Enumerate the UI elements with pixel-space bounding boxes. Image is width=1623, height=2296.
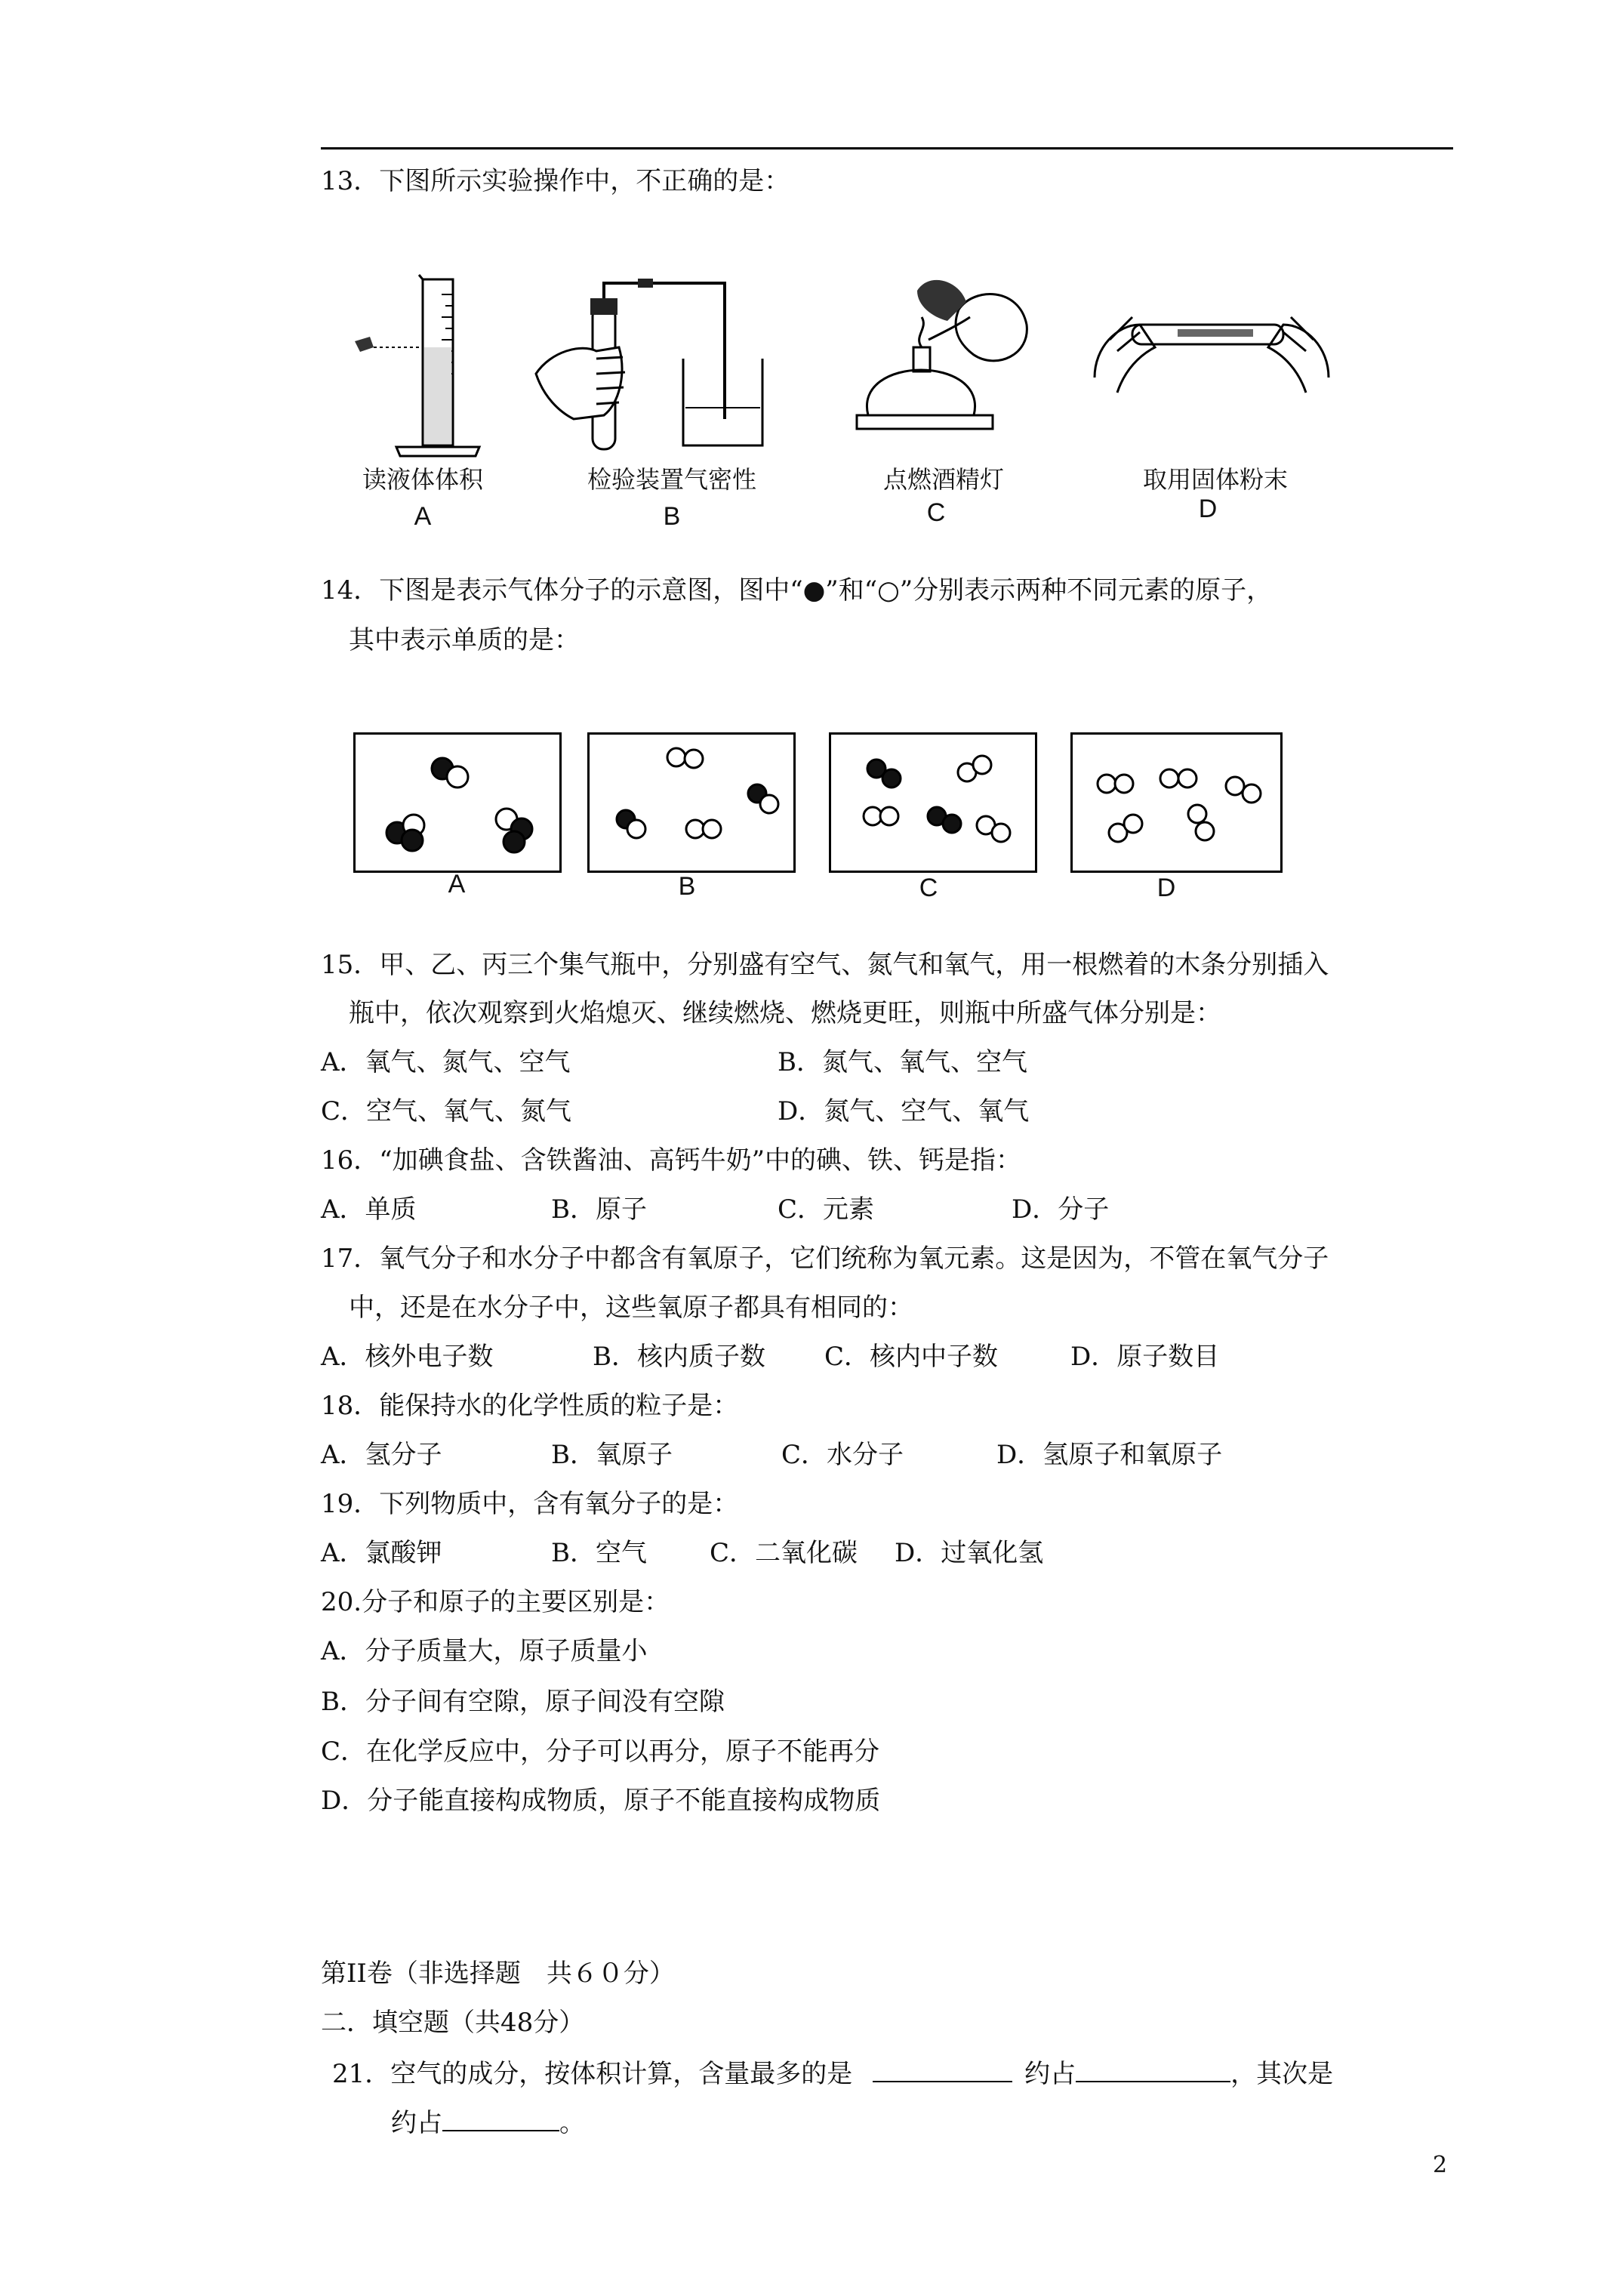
- q13-caption-c: 点燃酒精灯: [882, 465, 1004, 494]
- q20-option-d: D．分子能直接构成物质，原子不能直接构成物质: [321, 1786, 881, 1816]
- q20-stem: 20.分子和原子的主要区别是：: [321, 1587, 670, 1617]
- q14-box-b: [587, 732, 796, 873]
- q17-option-c: C．核内中子数: [824, 1342, 999, 1372]
- q19-option-b: B．空气: [551, 1538, 647, 1568]
- q13-caption-b: 检验装置气密性: [587, 465, 756, 494]
- q18-option-a: A．氢分子: [321, 1440, 442, 1470]
- q17-option-b: B．核内质子数: [593, 1342, 765, 1372]
- q13-figure-c: [845, 264, 1042, 461]
- q14-box-d: [1070, 732, 1283, 873]
- q15-option-c: C．空气、氧气、氮气: [321, 1096, 572, 1126]
- q21-line2: [391, 2104, 585, 2140]
- q13-caption-a: 读液体体积: [362, 465, 483, 494]
- q13-letter-c: C: [926, 498, 946, 527]
- q18-stem: 18．能保持水的化学性质的粒子是：: [321, 1391, 739, 1421]
- q13-stem: 13．下图所示实验操作中，不正确的是：: [321, 166, 790, 196]
- q21-line1: [332, 2055, 1333, 2091]
- q16-stem: 16．“加碘食盐、含铁酱油、高钙牛奶”中的碘、铁、钙是指：: [321, 1145, 1022, 1176]
- q21-text-4: 约占: [391, 2108, 442, 2138]
- q20-option-a: A．分子质量大，原子质量小: [321, 1636, 648, 1666]
- q16-option-a: A．单质: [321, 1194, 417, 1225]
- page-number: 2: [1433, 2152, 1448, 2178]
- q13-letter-a: A: [414, 502, 432, 531]
- q14-letter-d: D: [1156, 874, 1176, 902]
- q21-text-5: 。: [559, 2108, 585, 2138]
- q14-stem-line2: 其中表示单质的是：: [349, 625, 580, 655]
- q21-text-2: 约占: [1024, 2059, 1076, 2089]
- q14-stem-line1: 14．下图是表示气体分子的示意图，图中“●”和“○”分别表示两种不同元素的原子，: [321, 575, 1273, 606]
- q17-stem-line1: 17．氧气分子和水分子中都含有氧原子，它们统称为氧元素。这是因为，不管在氧气分子: [321, 1244, 1329, 1274]
- q21-text-1: 21．空气的成分，按体积计算，含量最多的是: [332, 2059, 853, 2089]
- q19-option-d: D．过氧化氢: [895, 1538, 1044, 1568]
- header-rule: [321, 147, 1453, 149]
- q15-option-a: A．氧气、氮气、空气: [321, 1047, 571, 1077]
- section2-title: 第II卷（非选择题 共６０分）: [321, 1959, 675, 1989]
- q21-blank-2[interactable]: [1076, 2055, 1230, 2082]
- q21-blank-1[interactable]: [873, 2055, 1012, 2082]
- q14-box-a: [353, 732, 562, 873]
- q13-letter-d: D: [1198, 495, 1218, 523]
- q17-option-d: D．原子数目: [1070, 1342, 1220, 1372]
- q19-option-a: A．氯酸钾: [321, 1538, 442, 1568]
- q16-option-b: B．原子: [551, 1194, 647, 1225]
- section2-part: 二．填空题（共48分）: [321, 2008, 585, 2038]
- q13-figure-a: [343, 272, 510, 461]
- q13-letter-b: B: [663, 502, 681, 531]
- q15-stem-line1: 15．甲、乙、丙三个集气瓶中，分别盛有空气、氮气和氧气，用一根燃着的木条分别插入: [321, 950, 1329, 980]
- q18-option-d: D．氢原子和氧原子: [996, 1440, 1223, 1470]
- q19-stem: 19．下列物质中，含有氧分子的是：: [321, 1489, 739, 1519]
- q17-stem-line2: 中，还是在水分子中，这些氧原子都具有相同的：: [349, 1293, 913, 1323]
- q17-option-a: A．核外电子数: [321, 1342, 494, 1372]
- q13-figure-d: [1087, 294, 1336, 408]
- q21-blank-3[interactable]: [442, 2104, 559, 2131]
- q13-caption-d: 取用固体粉末: [1142, 465, 1288, 494]
- q19-option-c: C．二氧化碳: [710, 1538, 858, 1568]
- q20-option-b: B．分子间有空隙，原子间没有空隙: [321, 1687, 725, 1717]
- q16-option-c: C．元素: [778, 1194, 875, 1225]
- q20-option-c: C．在化学反应中，分子可以再分，原子不能再分: [321, 1737, 880, 1767]
- q14-box-c: [829, 732, 1037, 873]
- q15-stem-line2: 瓶中，依次观察到火焰熄灭、继续燃烧、燃烧更旺，则瓶中所盛气体分别是：: [349, 998, 1221, 1028]
- q15-option-d: D．氮气、空气、氧气: [778, 1096, 1030, 1126]
- q14-letter-c: C: [919, 874, 938, 902]
- q13-figure-b: [521, 268, 770, 464]
- q16-option-d: D．分子: [1012, 1194, 1110, 1225]
- q15-option-b: B．氮气、氧气、空气: [778, 1047, 1027, 1077]
- q14-letter-b: B: [678, 872, 696, 901]
- q18-option-b: B．氧原子: [551, 1440, 673, 1470]
- q18-option-c: C．水分子: [781, 1440, 904, 1470]
- q14-letter-a: A: [448, 870, 466, 898]
- q21-text-3: ，其次是: [1230, 2059, 1334, 2089]
